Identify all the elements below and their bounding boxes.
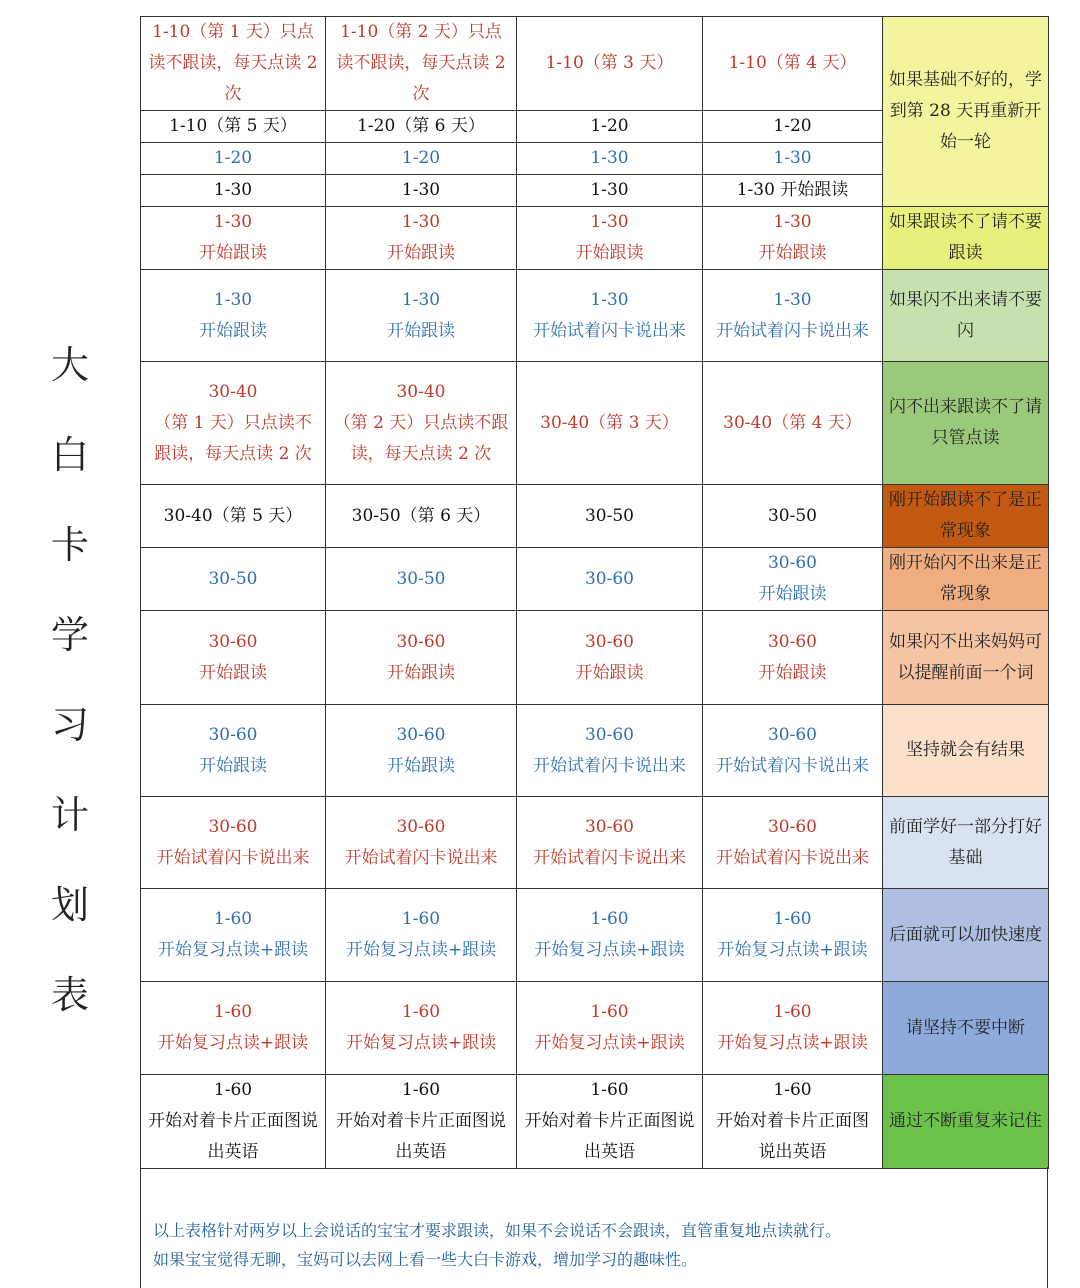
plan-cell: 30-60 开始跟读	[703, 548, 883, 611]
title-char: 习	[50, 703, 89, 747]
plan-cell: 1-10（第 4 天）	[703, 17, 883, 111]
table-row	[141, 611, 1049, 705]
footer-line-1: 以上表格针对两岁以上会说话的宝宝才要求跟读，如果不会说话不会跟读，直管重复地点读就行。	[153, 1221, 842, 1240]
plan-cell: 1-30 开始跟读	[703, 175, 883, 207]
plan-cell: 30-40（第 3 天）	[517, 362, 703, 485]
table-row	[141, 207, 1049, 270]
plan-cell: 30-40 （第 2 天）只点读不跟读，每天点读 2 次	[326, 362, 517, 485]
plan-cell: 1-30	[141, 175, 326, 207]
plan-cell: 30-50	[326, 548, 517, 611]
plan-cell: 30-50	[141, 548, 326, 611]
plan-cell: 30-60	[517, 548, 703, 611]
plan-cell: 1-30 开始跟读	[326, 270, 517, 362]
title-char: 大	[50, 343, 89, 387]
table-row	[141, 1075, 1049, 1169]
plan-cell: 1-30	[517, 175, 703, 207]
plan-cell: 1-10（第 3 天）	[517, 17, 703, 111]
plan-cell: 30-50（第 6 天）	[326, 485, 517, 548]
plan-cell: 30-60 开始跟读	[326, 705, 517, 797]
plan-cell: 30-60 开始试着闪卡说出来	[703, 797, 883, 889]
tip-cell: 如果闪不出来请不要闪	[883, 270, 1049, 362]
plan-cell: 30-60 开始试着闪卡说出来	[703, 705, 883, 797]
plan-cell: 1-30 开始跟读	[517, 207, 703, 270]
plan-cell: 30-50	[703, 485, 883, 548]
plan-cell: 1-30 开始跟读	[703, 207, 883, 270]
plan-cell: 30-60 开始跟读	[141, 705, 326, 797]
tip-cell: 刚开始跟读不了是正常现象	[883, 485, 1049, 548]
plan-cell: 1-60 开始复习点读+跟读	[141, 889, 326, 982]
tip-cell: 如果跟读不了请不要跟读	[883, 207, 1049, 270]
table-row	[141, 548, 1049, 611]
tip-cell: 通过不断重复来记住	[883, 1075, 1049, 1169]
plan-cell: 30-60 开始跟读	[326, 611, 517, 705]
footer-notes	[140, 1167, 1048, 1288]
plan-cell: 1-60 开始复习点读+跟读	[703, 982, 883, 1075]
plan-cell: 30-50	[517, 485, 703, 548]
plan-cell: 1-20	[141, 143, 326, 175]
tip-cell: 前面学好一部分打好基础	[883, 797, 1049, 889]
plan-cell: 1-60 开始复习点读+跟读	[517, 889, 703, 982]
plan-cell: 1-60 开始对着卡片正面图说出英语	[703, 1075, 883, 1169]
table-row	[141, 485, 1049, 548]
plan-cell: 30-60 开始跟读	[141, 611, 326, 705]
plan-cell: 1-10（第 1 天）只点读不跟读，每天点读 2 次	[141, 17, 326, 111]
study-plan-table	[140, 16, 1049, 1169]
plan-cell: 1-30 开始试着闪卡说出来	[703, 270, 883, 362]
plan-cell: 30-60 开始试着闪卡说出来	[141, 797, 326, 889]
plan-cell: 1-20	[326, 143, 517, 175]
title-char: 表	[50, 973, 89, 1017]
plan-cell: 1-60 开始复习点读+跟读	[326, 889, 517, 982]
plan-cell: 1-30 开始跟读	[326, 207, 517, 270]
plan-cell: 30-60 开始试着闪卡说出来	[326, 797, 517, 889]
tip-cell: 坚持就会有结果	[883, 705, 1049, 797]
tip-cell: 如果基础不好的，学到第 28 天再重新开始一轮	[883, 17, 1049, 207]
plan-cell: 1-30 开始试着闪卡说出来	[517, 270, 703, 362]
table-row	[141, 889, 1049, 982]
plan-cell: 1-30	[703, 143, 883, 175]
plan-cell: 30-60 开始试着闪卡说出来	[517, 705, 703, 797]
plan-cell: 30-40 （第 1 天）只点读不跟读，每天点读 2 次	[141, 362, 326, 485]
table-row	[141, 982, 1049, 1075]
plan-cell: 1-30	[517, 143, 703, 175]
footer-line-2: 如果宝宝觉得无聊，宝妈可以去网上看一些大白卡游戏，增加学习的趣味性。	[153, 1250, 698, 1269]
table-row	[141, 270, 1049, 362]
plan-cell: 1-60 开始复习点读+跟读	[703, 889, 883, 982]
plan-cell: 30-60 开始试着闪卡说出来	[517, 797, 703, 889]
table-row	[141, 362, 1049, 485]
tip-cell: 如果闪不出来妈妈可以提醒前面一个词	[883, 611, 1049, 705]
table-row	[141, 705, 1049, 797]
plan-cell: 1-20	[703, 111, 883, 143]
plan-cell: 1-20（第 6 天）	[326, 111, 517, 143]
title-char: 划	[50, 883, 89, 927]
plan-cell: 1-60 开始复习点读+跟读	[517, 982, 703, 1075]
plan-cell: 1-60 开始复习点读+跟读	[141, 982, 326, 1075]
tip-cell: 闪不出来跟读不了请只管点读	[883, 362, 1049, 485]
plan-cell: 1-10（第 5 天）	[141, 111, 326, 143]
plan-cell: 1-60 开始对着卡片正面图说出英语	[141, 1075, 326, 1169]
vertical-title	[30, 330, 110, 1050]
tip-cell: 请坚持不要中断	[883, 982, 1049, 1075]
title-char: 卡	[50, 523, 89, 567]
tip-cell: 刚开始闪不出来是正常现象	[883, 548, 1049, 611]
plan-cell: 1-10（第 2 天）只点读不跟读，每天点读 2 次	[326, 17, 517, 111]
table-row	[141, 797, 1049, 889]
plan-cell: 30-40（第 5 天）	[141, 485, 326, 548]
plan-cell: 1-20	[517, 111, 703, 143]
table-row	[141, 17, 1049, 111]
tip-cell: 后面就可以加快速度	[883, 889, 1049, 982]
title-char: 白	[50, 433, 89, 477]
plan-cell: 1-60 开始对着卡片正面图说出英语	[326, 1075, 517, 1169]
title-char: 计	[50, 793, 89, 837]
plan-cell: 30-40（第 4 天）	[703, 362, 883, 485]
plan-cell: 30-60 开始跟读	[703, 611, 883, 705]
plan-cell: 1-30	[326, 175, 517, 207]
title-char: 学	[50, 613, 89, 657]
plan-cell: 1-60 开始对着卡片正面图说出英语	[517, 1075, 703, 1169]
plan-cell: 30-60 开始跟读	[517, 611, 703, 705]
plan-cell: 1-30 开始跟读	[141, 270, 326, 362]
plan-cell: 1-30 开始跟读	[141, 207, 326, 270]
plan-cell: 1-60 开始复习点读+跟读	[326, 982, 517, 1075]
